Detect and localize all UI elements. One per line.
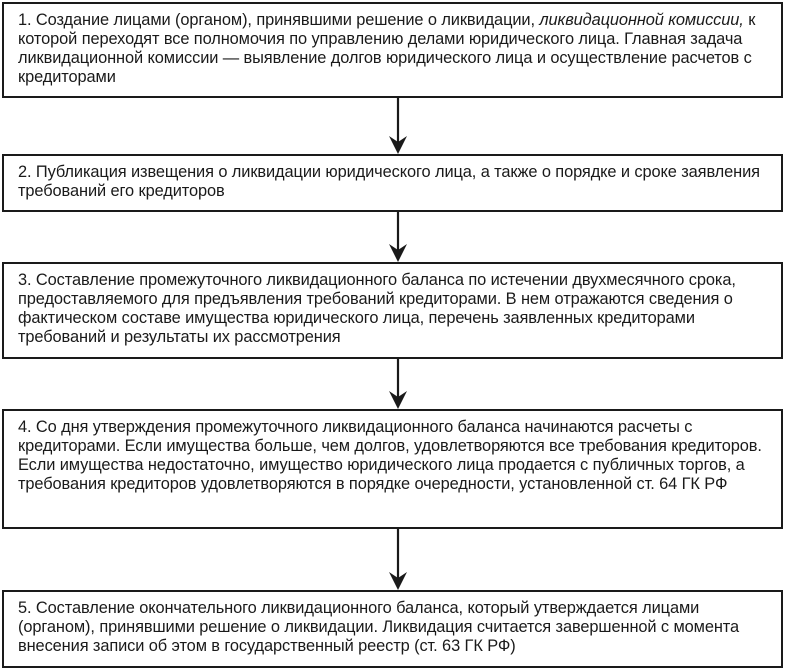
flow-step-1 [2,2,783,98]
flow-arrow-3 [386,359,410,409]
flow-step-4 [2,409,783,529]
flow-step-1-italic-term: ликвидационной комиссии, [539,11,744,29]
flow-step-2-text: 2. Публикация извещения о ликвидации юридического лица, а также о порядке и сроке заявления требований его кредиторов [18,163,760,200]
flow-step-1-text-end: к которой переходят все полномочия по управлению делами юридического лица. Главная задача ликвидационной комиссии — выявление долгов юридического лица и осуществление расчетов с кредиторами [18,11,756,86]
flow-step-5-text: 5. Составление окончательного ликвидационного баланса, который утверждается лицами (органом), принявшими решение о ликвидации. Ликвидация считается завершенной с момента внесения записи об этом в государственный реестр (ст. 63 ГК РФ) [18,599,740,655]
flow-step-1-text-start: 1. Создание лицами (органом), принявшими решение о ликвидации, [18,11,540,29]
flow-arrow-4 [386,529,410,590]
flow-arrow-2 [386,212,410,262]
flow-step-3-text: 3. Составление промежуточного ликвидационного баланса по истечении двухмесячного срока, предоставляемого для предъявления требований кредиторами. В нем отражаются сведения о фактическом составе имущества юридического лица, перечень заявленных кредиторами требований и результаты их рассмотрения [18,271,736,346]
flow-arrow-1 [386,98,410,154]
flow-step-1-text [18,11,767,87]
flow-step-5 [2,590,783,668]
flow-step-4-text: 4. Со дня утверждения промежуточного ликвидационного баланса начинаются расчеты с кредиторами. Если имущества больше, чем долгов, удовлетворяются все требования кредиторов. Если имущества недостаточно, имущество юридического лица продается с публичных торгов, а требования кредиторов удовлетворяются в порядке очередности, установленной ст. 64 ГК РФ [18,418,762,493]
flow-step-2 [2,154,783,212]
flow-step-3 [2,262,783,359]
